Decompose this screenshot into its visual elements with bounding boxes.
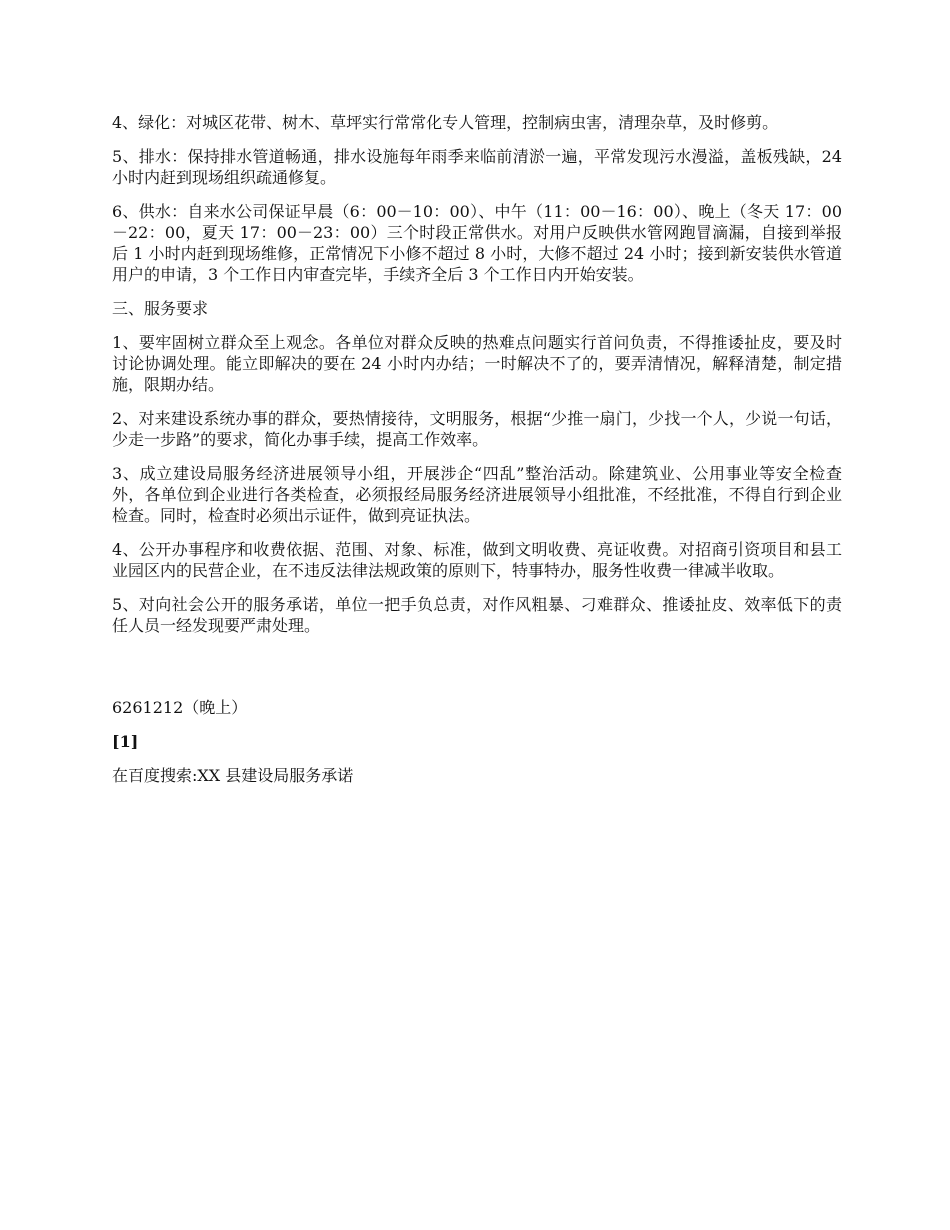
reference-marker: [1] (112, 732, 139, 751)
phone-line: 6261212（晚上） (112, 698, 248, 717)
requirement-1: 1、要牢固树立群众至上观念。各单位对群众反映的热难点问题实行首问负责，不得推诿扯皮，要及时讨论协调处理。能立即解决的要在 24 小时内办结；一时解决不了的，要弄清情况，解释清楚，制定措施，限期办结。 (112, 333, 842, 394)
requirement-2: 2、对来建设系统办事的群众，要热情接待，文明服务，根据“少推一扇门，少找一个人，少说一句话，少走一步路”的要求，简化办事手续，提高工作效率。 (112, 409, 842, 449)
document-page (112, 112, 842, 786)
requirement-4: 4、公开办事程序和收费依据、范围、对象、标准，做到文明收费、亮证收费。对招商引资项目和县工业园区内的民营企业，在不违反法律法规政策的原则下，特事特办，服务性收费一律减半收取。 (112, 540, 842, 580)
section-heading: 三、服务要求 (112, 299, 209, 318)
search-line: 在百度搜索:XX 县建设局服务承诺 (112, 766, 354, 785)
requirement-5: 5、对向社会公开的服务承诺，单位一把手负总责，对作风粗暴、刁难群众、推诿扯皮、效率低下的责任人员一经发现要严肃处理。 (112, 595, 842, 635)
paragraph-drainage: 5、排水：保持排水管道畅通，排水设施每年雨季来临前清淤一遍，平常发现污水漫溢，盖板残缺，24 小时内赶到现场组织疏通修复。 (112, 147, 842, 187)
paragraph-water-supply: 6、供水：自来水公司保证早晨（6：00－10：00）、中午（11：00－16：00）、晚上（冬天 17：00－22：00，夏天 17：00－23：00）三个时段正常供水。对用户反映供水管网跑冒滴漏，自接到举报后 1 小时内赶到现场维修，正常情况下小修不超过 8 小时，大修不超过 24 小时；接到新安装供水管道用户的申请，3 个工作日内审查完毕，手续齐全后 3 个工作日内开始安装。 (112, 202, 842, 284)
requirement-3: 3、成立建设局服务经济进展领导小组，开展涉企“四乱”整治活动。除建筑业、公用事业等安全检查外，各单位到企业进行各类检查，必须报经局服务经济进展领导小组批准，不经批准，不得自行到企业检查。同时，检查时必须出示证件，做到亮证执法。 (112, 464, 842, 525)
spacer (112, 649, 842, 697)
paragraph-greening: 4、绿化：对城区花带、树木、草坪实行常常化专人管理，控制病虫害，清理杂草，及时修剪。 (112, 113, 779, 132)
